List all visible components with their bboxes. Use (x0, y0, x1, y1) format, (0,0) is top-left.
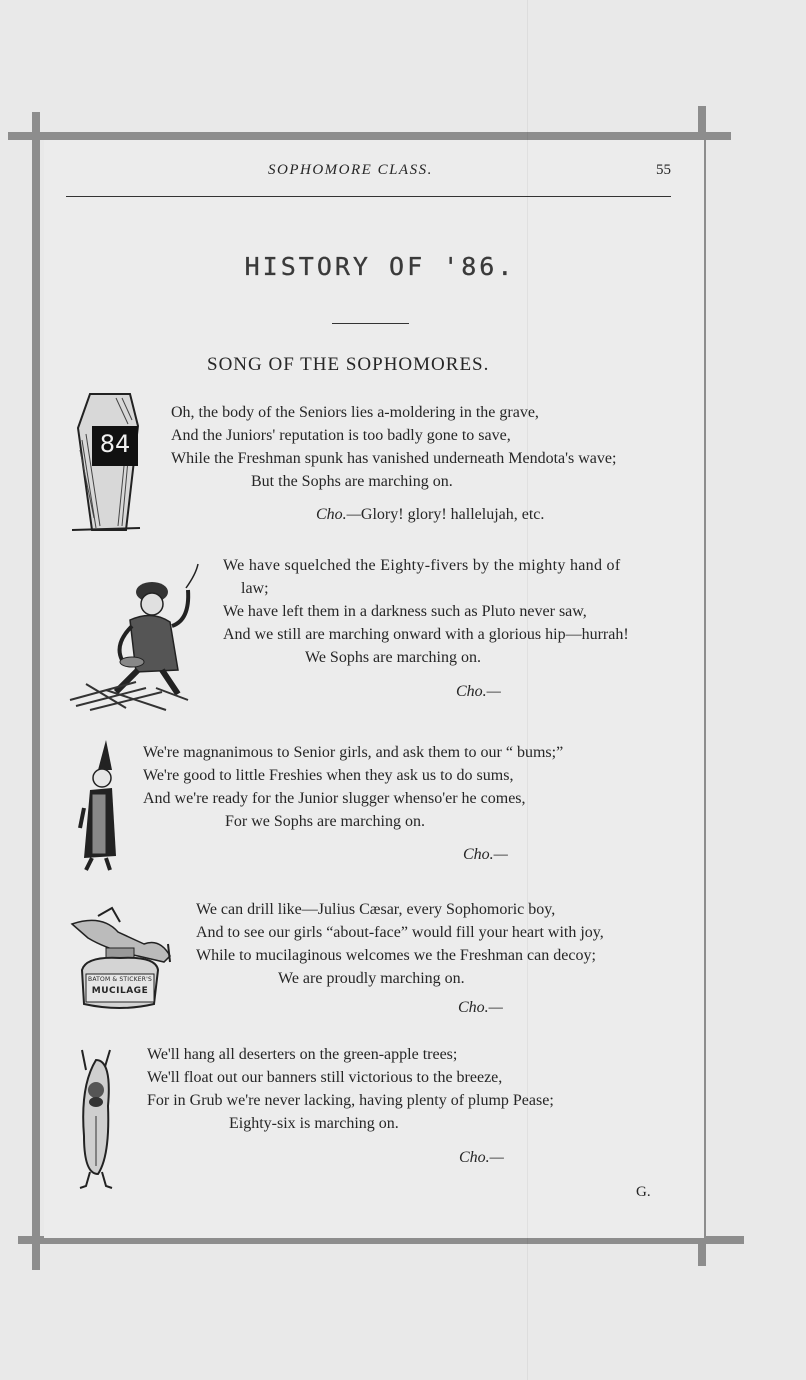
chorus-prefix: Cho.— (456, 683, 501, 700)
verse-line: For in Grub we're never lacking, having plenty of plump Pease; (147, 1092, 554, 1109)
verse-line: And we still are marching onward with a glorious hip—hurrah! (223, 626, 629, 643)
verse-line: And to see our girls “about-face” would fill your heart with joy, (196, 924, 604, 941)
stanza-1 (171, 401, 616, 493)
verse-line: While to mucilaginous welcomes we the Freshman can decoy; (196, 947, 596, 964)
chorus-prefix: Cho.— (459, 1149, 504, 1166)
chorus-prefix: Cho.— (316, 506, 361, 523)
title-divider (332, 323, 409, 324)
frame-top-rule (8, 132, 731, 140)
mucilage-bottle-illustration (68, 904, 178, 1014)
mucilage-label-brand: BATOM & STICKER'S (88, 976, 152, 983)
stanza-3 (143, 741, 563, 833)
frame-left-rule (32, 112, 40, 1270)
verse-line: But the Sophs are marching on. (251, 473, 453, 490)
stanza-4-chorus (458, 999, 503, 1017)
running-title: SOPHOMORE CLASS. (268, 162, 433, 178)
coffin-illustration (72, 390, 144, 535)
verse-line: We're magnanimous to Senior girls, and ask them to our “ bums;” (143, 744, 564, 761)
verse-line: We have squelched the Eighty-fivers by the mighty hand of (223, 557, 621, 574)
mucilage-label: MUCILAGE (91, 986, 149, 996)
pointed-hat-figure-illustration (76, 738, 118, 876)
page-number: 55 (656, 162, 671, 178)
chorus-prefix: Cho.— (463, 846, 508, 863)
verse-line: We're good to little Freshies when they ask us to do sums, (143, 767, 514, 784)
verse-line: law; (241, 580, 269, 597)
stanza-5 (147, 1043, 554, 1135)
stanza-4 (196, 898, 604, 990)
verse-line: We are proudly marching on. (278, 970, 465, 987)
verse-line: We'll hang all deserters on the green-apple trees; (147, 1046, 458, 1063)
stanza-2 (223, 554, 678, 669)
verse-line: We Sophs are marching on. (305, 649, 481, 666)
author-signature: G. (636, 1184, 651, 1200)
stanza-2-chorus (456, 683, 501, 701)
verse-line: We can drill like—Julius Cæsar, every Sophomoric boy, (196, 901, 556, 918)
chorus-text: Glory! glory! hallelujah, etc. (360, 506, 545, 523)
verse-line: Oh, the body of the Seniors lies a-moldering in the grave, (171, 404, 539, 421)
stanza-1-chorus (316, 506, 544, 524)
verse-line: For we Sophs are marching on. (225, 813, 425, 830)
page-title: HISTORY OF '86. (244, 252, 516, 281)
pea-pod-figure-illustration (76, 1046, 116, 1194)
verse-line: Eighty-six is marching on. (229, 1115, 399, 1132)
verse-line: We have left them in a darkness such as Pluto never saw, (223, 603, 587, 620)
page-fold-line (527, 0, 528, 1380)
song-title: SONG OF THE SOPHOMORES. (207, 354, 490, 375)
sophomore-squelching-illustration (66, 560, 206, 715)
verse-line: While the Freshman spunk has vanished underneath Mendota's wave; (171, 450, 617, 467)
stanza-5-chorus (459, 1149, 504, 1167)
verse-line: We'll float out our banners still victorious to the breeze, (147, 1069, 503, 1086)
verse-line: And we're ready for the Junior slugger whenso'er he comes, (143, 790, 526, 807)
running-head (66, 162, 671, 184)
coffin-label: 84 (99, 430, 131, 458)
header-rule (66, 196, 671, 197)
verse-line: And the Juniors' reputation is too badly gone to save, (171, 427, 511, 444)
chorus-prefix: Cho.— (458, 999, 503, 1016)
stanza-3-chorus (463, 846, 508, 864)
